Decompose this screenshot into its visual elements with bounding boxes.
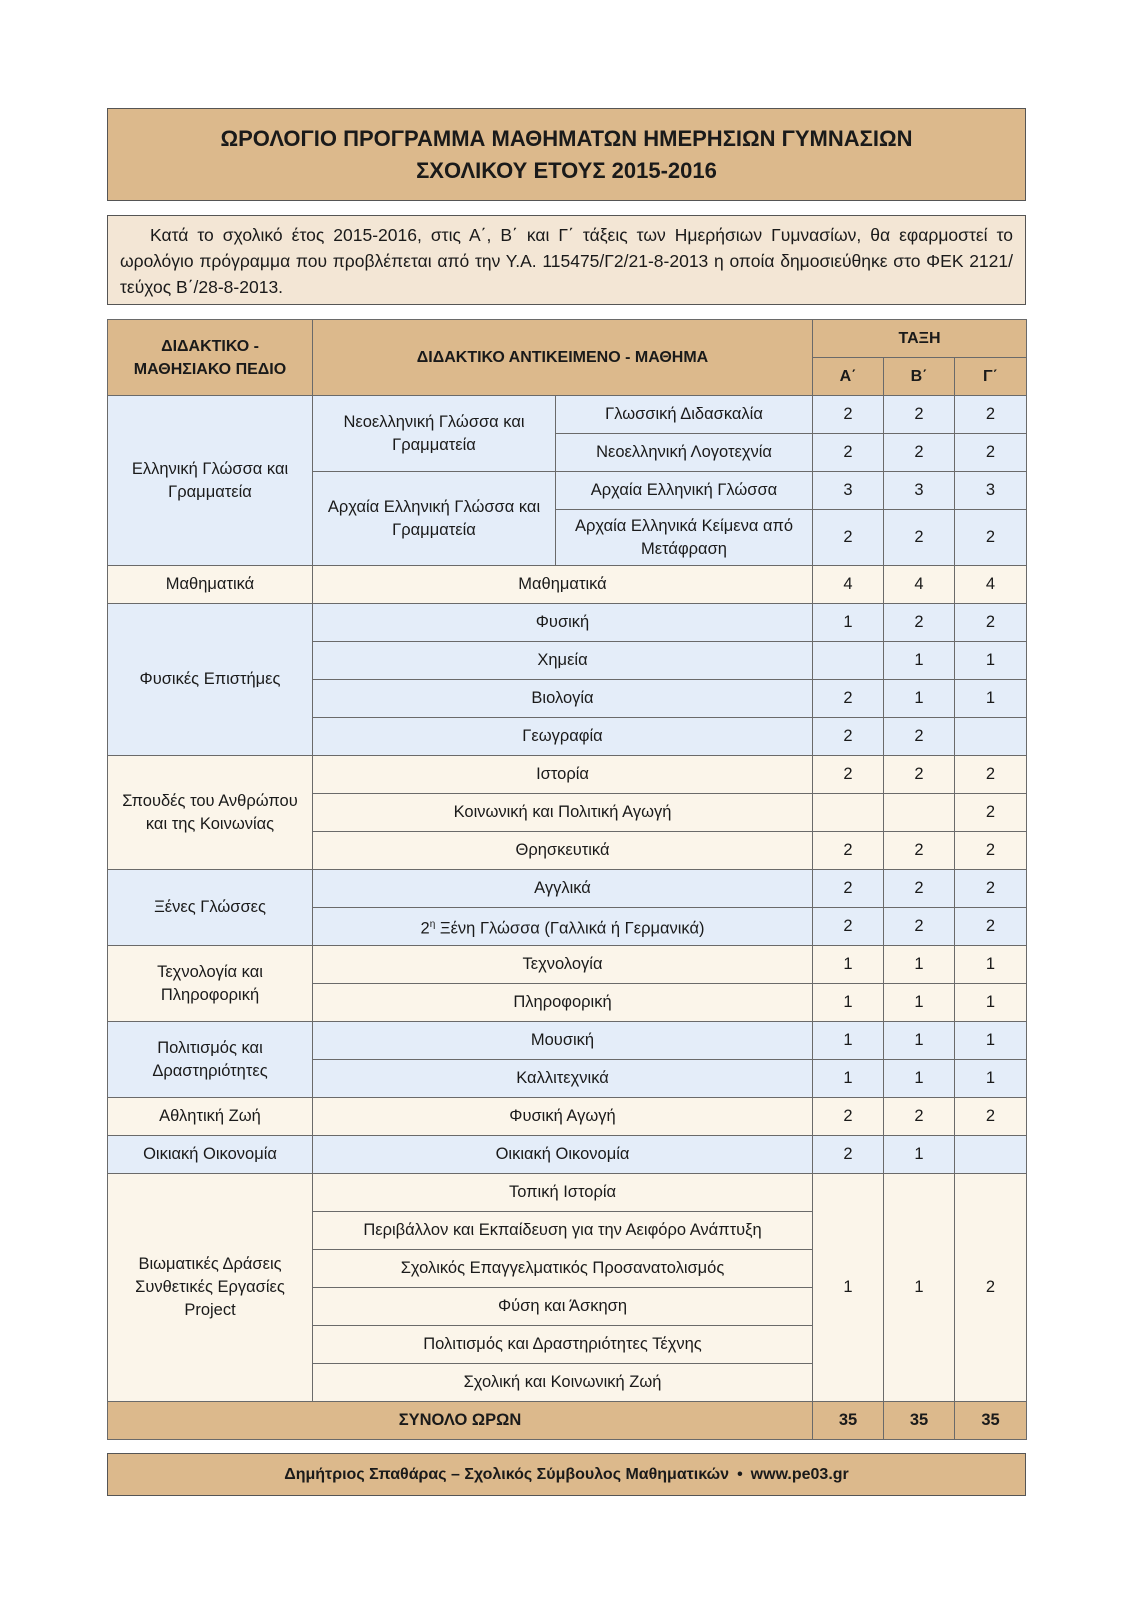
hours-a: 2	[813, 680, 884, 718]
group-modern-greek: Νεοελληνική Γλώσσα και Γραμματεία	[313, 396, 556, 472]
header-subject: ΔΙΔΑΚΤΙΚΟ ΑΝΤΙΚΕΙΜΕΝΟ - ΜΑΘΗΜΑ	[313, 320, 813, 396]
hours-a: 2	[813, 396, 884, 434]
hours-a: 2	[813, 832, 884, 870]
hours-a: 3	[813, 472, 884, 510]
subject-cell: Φυσική	[313, 604, 813, 642]
footer-site: www.pe03.gr	[750, 1466, 849, 1483]
total-a: 35	[813, 1402, 884, 1440]
hours-b: 2	[884, 870, 955, 908]
subject-cell: Ιστορία	[313, 756, 813, 794]
subject-cell: Πληροφορική	[313, 984, 813, 1022]
hours-b: 1	[884, 1022, 955, 1060]
subject-cell: Περιβάλλον και Εκπαίδευση για την Αειφόρο Ανάπτυξη	[313, 1212, 813, 1250]
field-culture: Πολιτισμός και Δραστηριότητες	[108, 1022, 313, 1098]
hours-c: 1	[955, 680, 1027, 718]
bullet-icon: •	[737, 1466, 743, 1483]
table-row	[108, 1022, 1027, 1060]
hours-b: 2	[884, 718, 955, 756]
footer-box	[107, 1453, 1026, 1496]
table-row	[108, 604, 1027, 642]
hours-b: 4	[884, 566, 955, 604]
hours-c: 1	[955, 642, 1027, 680]
hours-c: 2	[955, 756, 1027, 794]
hours-b: 1	[884, 946, 955, 984]
hours-b: 2	[884, 832, 955, 870]
hours-c: 2	[955, 604, 1027, 642]
field-math: Μαθηματικά	[108, 566, 313, 604]
group-ancient-greek: Αρχαία Ελληνική Γλώσσα και Γραμματεία	[313, 472, 556, 566]
hours-c: 1	[955, 1060, 1027, 1098]
subject-cell: Οικιακή Οικονομία	[313, 1136, 813, 1174]
field-projects-line3: Project	[184, 1301, 236, 1319]
header-grade-b: Β΄	[884, 358, 955, 396]
subject-cell: Χημεία	[313, 642, 813, 680]
intro-text: Κατά το σχολικό έτος 2015-2016, στις Α΄, Β΄ και Γ΄ τάξεις των Ημερήσιων Γυμνασίων, θα εφαρμοστεί το ωρολόγιο πρόγραμμα που προβλέπεται από την Υ.Α. 115475/Γ2/21-8-2013 η οποία δημοσιεύθηκε στο ΦΕΚ 2121/τεύχος Β΄/28-8-2013.	[120, 225, 1013, 297]
title-line-1: ΩΡΟΛΟΓΙΟ ΠΡΟΓΡΑΜΜΑ ΜΑΘΗΜΑΤΩΝ ΗΜΕΡΗΣΙΩΝ ΓΥΜΝΑΣΙΩΝ	[220, 126, 913, 151]
subject-cell: Νεοελληνική Λογοτεχνία	[556, 434, 813, 472]
subject-cell: Φυσική Αγωγή	[313, 1098, 813, 1136]
table-row	[108, 1136, 1027, 1174]
field-projects	[108, 1174, 313, 1402]
hours-c: 2	[955, 434, 1027, 472]
hours-b	[884, 794, 955, 832]
total-c: 35	[955, 1402, 1027, 1440]
hours-c: 2	[955, 832, 1027, 870]
table-row	[108, 566, 1027, 604]
subject-cell: Μαθηματικά	[313, 566, 813, 604]
hours-a: 2	[813, 718, 884, 756]
table-row	[108, 870, 1027, 908]
table-row	[108, 1174, 1027, 1212]
hours-a: 1	[813, 1060, 884, 1098]
hours-b: 2	[884, 396, 955, 434]
hours-a: 1	[813, 604, 884, 642]
hours-b: 2	[884, 434, 955, 472]
hours-b: 1	[884, 680, 955, 718]
hours-a: 1	[813, 1174, 884, 1402]
total-b: 35	[884, 1402, 955, 1440]
header-grade: ΤΑΞΗ	[813, 320, 1027, 358]
subject-cell: Τεχνολογία	[313, 946, 813, 984]
hours-b: 1	[884, 1136, 955, 1174]
intro-box	[107, 215, 1026, 305]
hours-c	[955, 1136, 1027, 1174]
table-row	[108, 946, 1027, 984]
hours-c: 2	[955, 510, 1027, 566]
hours-c: 2	[955, 1098, 1027, 1136]
title-line-2: ΣΧΟΛΙΚΟΥ ΕΤΟΥΣ 2015-2016	[416, 158, 717, 183]
hours-c: 4	[955, 566, 1027, 604]
subject-cell: Γλωσσική Διδασκαλία	[556, 396, 813, 434]
subject-cell: Σχολική και Κοινωνική Ζωή	[313, 1364, 813, 1402]
subject-cell: Κοινωνική και Πολιτική Αγωγή	[313, 794, 813, 832]
title-box	[107, 108, 1026, 201]
subject-cell: Αρχαία Ελληνικά Κείμενα από Μετάφραση	[556, 510, 813, 566]
hours-c: 2	[955, 870, 1027, 908]
subject-cell: Θρησκευτικά	[313, 832, 813, 870]
hours-a: 2	[813, 756, 884, 794]
subject-cell: Γεωγραφία	[313, 718, 813, 756]
hours-a: 2	[813, 510, 884, 566]
hours-a: 2	[813, 908, 884, 946]
hours-b: 2	[884, 1098, 955, 1136]
hours-a: 1	[813, 946, 884, 984]
hours-c: 3	[955, 472, 1027, 510]
hours-b: 2	[884, 908, 955, 946]
footer-author: Δημήτριος Σπαθάρας – Σχολικός Σύμβουλος Μαθηματικών	[284, 1466, 730, 1483]
hours-a	[813, 642, 884, 680]
field-sport: Αθλητική Ζωή	[108, 1098, 313, 1136]
hours-c: 2	[955, 794, 1027, 832]
total-label: ΣΥΝΟΛΟ ΩΡΩΝ	[108, 1402, 813, 1440]
second-language-num: 2	[420, 919, 430, 938]
second-language-sup: η	[429, 918, 436, 930]
subject-cell: Φύση και Άσκηση	[313, 1288, 813, 1326]
subject-cell	[313, 908, 813, 946]
hours-c: 2	[955, 1174, 1027, 1402]
total-row	[108, 1402, 1027, 1440]
subject-cell: Αγγλικά	[313, 870, 813, 908]
field-social: Σπουδές του Ανθρώπου και της Κοινωνίας	[108, 756, 313, 870]
hours-b: 2	[884, 510, 955, 566]
field-projects-line2: Συνθετικές Εργασίες	[135, 1278, 285, 1296]
hours-b: 1	[884, 984, 955, 1022]
schedule-table	[107, 319, 1027, 1440]
table-row	[108, 1098, 1027, 1136]
subject-cell: Βιολογία	[313, 680, 813, 718]
subject-cell: Αρχαία Ελληνική Γλώσσα	[556, 472, 813, 510]
hours-c: 1	[955, 984, 1027, 1022]
field-greek: Ελληνική Γλώσσα και Γραμματεία	[108, 396, 313, 566]
hours-b: 3	[884, 472, 955, 510]
hours-a: 1	[813, 1022, 884, 1060]
header-grade-c: Γ΄	[955, 358, 1027, 396]
hours-a: 2	[813, 1098, 884, 1136]
header-field: ΔΙΔΑΚΤΙΚΟ - ΜΑΘΗΣΙΑΚΟ ΠΕΔΙΟ	[108, 320, 313, 396]
hours-a	[813, 794, 884, 832]
hours-a: 4	[813, 566, 884, 604]
subject-cell: Μουσική	[313, 1022, 813, 1060]
subject-cell: Τοπική Ιστορία	[313, 1174, 813, 1212]
subject-cell: Καλλιτεχνικά	[313, 1060, 813, 1098]
subject-cell: Πολιτισμός και Δραστηριότητες Τέχνης	[313, 1326, 813, 1364]
field-languages: Ξένες Γλώσσες	[108, 870, 313, 946]
hours-c	[955, 718, 1027, 756]
hours-b: 1	[884, 642, 955, 680]
header-grade-a: Α΄	[813, 358, 884, 396]
table-row	[108, 396, 1027, 434]
hours-c: 2	[955, 396, 1027, 434]
field-home: Οικιακή Οικονομία	[108, 1136, 313, 1174]
hours-c: 2	[955, 908, 1027, 946]
subject-cell: Σχολικός Επαγγελματικός Προσανατολισμός	[313, 1250, 813, 1288]
header-row	[108, 320, 1027, 358]
field-science: Φυσικές Επιστήμες	[108, 604, 313, 756]
hours-c: 1	[955, 946, 1027, 984]
hours-b: 2	[884, 756, 955, 794]
field-projects-line1: Βιωματικές Δράσεις	[138, 1255, 282, 1273]
field-tech: Τεχνολογία και Πληροφορική	[108, 946, 313, 1022]
hours-a: 2	[813, 434, 884, 472]
table-row	[108, 756, 1027, 794]
hours-a: 2	[813, 870, 884, 908]
hours-a: 2	[813, 1136, 884, 1174]
hours-a: 1	[813, 984, 884, 1022]
hours-b: 1	[884, 1060, 955, 1098]
hours-b: 2	[884, 604, 955, 642]
hours-b: 1	[884, 1174, 955, 1402]
second-language-label: Ξένη Γλώσσα (Γαλλικά ή Γερμανικά)	[435, 919, 705, 938]
hours-c: 1	[955, 1022, 1027, 1060]
